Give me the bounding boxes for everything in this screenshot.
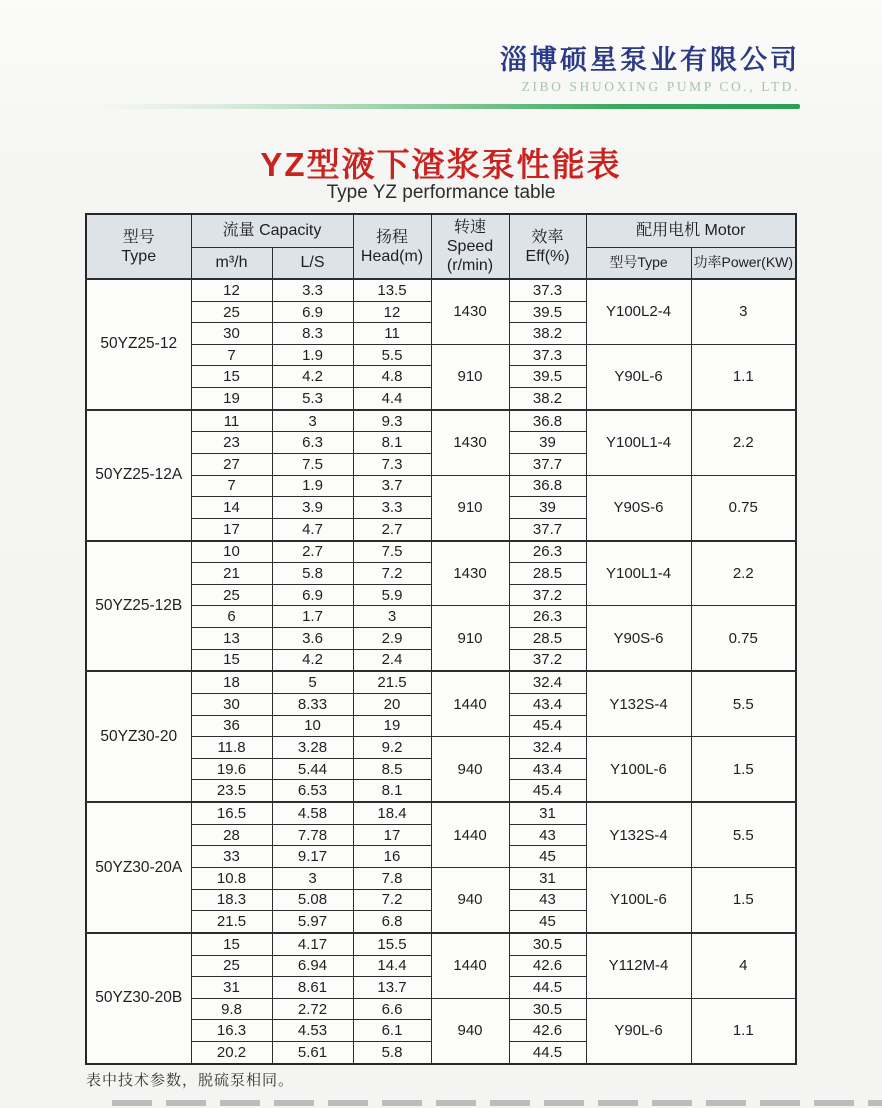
cell-eff: 43.4 — [509, 694, 586, 716]
cell-eff: 30.5 — [509, 933, 586, 955]
cell-capacity-ls: 5 — [272, 671, 353, 693]
cell-motor-power: 5.5 — [691, 802, 796, 867]
cell-capacity-m3h: 21 — [191, 563, 272, 585]
cell-capacity-ls: 6.94 — [272, 955, 353, 977]
table-row — [86, 998, 796, 1020]
cell-eff: 43 — [509, 889, 586, 911]
cell-motor-power: 1.1 — [691, 998, 796, 1064]
cell-capacity-ls: 4.2 — [272, 366, 353, 388]
cell-eff: 45.4 — [509, 715, 586, 737]
cell-head: 14.4 — [353, 955, 431, 977]
cell-eff: 39 — [509, 432, 586, 454]
table-row — [86, 868, 796, 890]
cell-eff: 45.4 — [509, 780, 586, 802]
cell-motor-power: 4 — [691, 933, 796, 998]
performance-table-body — [86, 279, 796, 1064]
cell-eff: 42.6 — [509, 1020, 586, 1042]
cell-eff: 43.4 — [509, 758, 586, 780]
col-header-type-en: Type — [121, 247, 157, 265]
cell-capacity-m3h: 20.2 — [191, 1041, 272, 1064]
col-header-type-cn: 型号 — [122, 228, 155, 246]
cell-motor-model: Y100L1-4 — [586, 410, 691, 475]
cell-motor-model: Y90L-6 — [586, 998, 691, 1064]
cell-eff: 28.5 — [509, 628, 586, 650]
cell-capacity-ls: 3 — [272, 410, 353, 432]
table-row — [86, 933, 796, 955]
cell-capacity-m3h: 23.5 — [191, 780, 272, 802]
green-accent-line — [95, 104, 800, 109]
cell-head: 5.8 — [353, 1041, 431, 1064]
cell-head: 15.5 — [353, 933, 431, 955]
cell-motor-model: Y90L-6 — [586, 344, 691, 409]
cell-eff: 30.5 — [509, 998, 586, 1020]
cell-capacity-m3h: 36 — [191, 715, 272, 737]
cell-capacity-ls: 3.3 — [272, 279, 353, 301]
cell-capacity-m3h: 23 — [191, 432, 272, 454]
cell-capacity-m3h: 21.5 — [191, 911, 272, 933]
cell-head: 13.7 — [353, 977, 431, 999]
cell-capacity-ls: 5.08 — [272, 889, 353, 911]
cell-speed: 940 — [431, 868, 509, 933]
cell-head: 4.4 — [353, 388, 431, 410]
cell-capacity-ls: 1.7 — [272, 606, 353, 628]
cell-speed: 910 — [431, 606, 509, 671]
cell-motor-power: 0.75 — [691, 606, 796, 671]
cell-eff: 26.3 — [509, 541, 586, 563]
cell-head: 3.7 — [353, 475, 431, 497]
table-row — [86, 737, 796, 759]
cell-capacity-ls: 4.17 — [272, 933, 353, 955]
cell-head: 21.5 — [353, 671, 431, 693]
cell-capacity-ls: 3.6 — [272, 628, 353, 650]
table-row — [86, 344, 796, 366]
cell-head: 16 — [353, 846, 431, 868]
cell-motor-model: Y100L-6 — [586, 737, 691, 802]
cell-capacity-m3h: 11 — [191, 410, 272, 432]
cell-eff: 26.3 — [509, 606, 586, 628]
cell-capacity-ls: 7.78 — [272, 824, 353, 846]
cell-eff: 37.7 — [509, 454, 586, 476]
cell-motor-model: Y132S-4 — [586, 802, 691, 867]
cell-speed: 1430 — [431, 279, 509, 344]
table-header — [86, 214, 796, 279]
company-name-cn: 淄博硕星泵业有限公司 — [500, 45, 800, 75]
cell-capacity-ls: 5.3 — [272, 388, 353, 410]
cell-eff: 39.5 — [509, 301, 586, 323]
cutoff-dashed-strip — [112, 1100, 882, 1106]
cell-model: 50YZ30-20 — [86, 671, 191, 802]
cell-head: 4.8 — [353, 366, 431, 388]
col-header-eff-en: Eff(%) — [525, 247, 570, 265]
cell-capacity-m3h: 28 — [191, 824, 272, 846]
cell-head: 5.5 — [353, 344, 431, 366]
cell-eff: 39 — [509, 497, 586, 519]
company-name-en: ZIBO SHUOXING PUMP CO., LTD. — [521, 79, 800, 94]
table-row — [86, 802, 796, 824]
cell-eff: 37.3 — [509, 344, 586, 366]
cell-head: 3 — [353, 606, 431, 628]
cell-eff: 32.4 — [509, 671, 586, 693]
cell-capacity-ls: 2.7 — [272, 541, 353, 563]
col-header-head-en: Head(m) — [360, 247, 424, 265]
cell-capacity-m3h: 10 — [191, 541, 272, 563]
cell-capacity-m3h: 7 — [191, 344, 272, 366]
cell-capacity-m3h: 31 — [191, 977, 272, 999]
cell-head: 18.4 — [353, 802, 431, 824]
col-header-unit-m3h: m³/h — [191, 247, 272, 279]
col-header-capacity: 流量 Capacity — [191, 214, 353, 247]
cell-capacity-m3h: 10.8 — [191, 868, 272, 890]
cell-eff: 43 — [509, 824, 586, 846]
cell-motor-model: Y112M-4 — [586, 933, 691, 998]
cell-capacity-ls: 5.8 — [272, 563, 353, 585]
cell-eff: 36.8 — [509, 475, 586, 497]
cell-capacity-m3h: 9.8 — [191, 998, 272, 1020]
cell-model: 50YZ25-12B — [86, 541, 191, 672]
cell-capacity-ls: 9.17 — [272, 846, 353, 868]
cell-capacity-ls: 4.7 — [272, 518, 353, 540]
cell-model: 50YZ30-20B — [86, 933, 191, 1064]
cell-head: 6.8 — [353, 911, 431, 933]
cell-motor-power: 1.5 — [691, 868, 796, 933]
col-header-unit-ls: L/S — [272, 247, 353, 279]
cell-speed: 1440 — [431, 802, 509, 867]
cell-capacity-ls: 10 — [272, 715, 353, 737]
cell-capacity-ls: 5.97 — [272, 911, 353, 933]
cell-eff: 39.5 — [509, 366, 586, 388]
cell-motor-power: 2.2 — [691, 410, 796, 475]
cell-capacity-m3h: 17 — [191, 518, 272, 540]
table-row — [86, 541, 796, 563]
cell-capacity-ls: 4.53 — [272, 1020, 353, 1042]
cell-eff: 44.5 — [509, 1041, 586, 1064]
cell-capacity-m3h: 12 — [191, 279, 272, 301]
cell-speed: 940 — [431, 737, 509, 802]
cell-head: 7.5 — [353, 541, 431, 563]
cell-capacity-ls: 5.44 — [272, 758, 353, 780]
cell-capacity-m3h: 11.8 — [191, 737, 272, 759]
cell-eff: 38.2 — [509, 323, 586, 345]
cell-eff: 36.8 — [509, 410, 586, 432]
cell-capacity-ls: 6.3 — [272, 432, 353, 454]
cell-motor-model: Y100L1-4 — [586, 541, 691, 606]
cell-capacity-ls: 2.72 — [272, 998, 353, 1020]
cell-head: 5.9 — [353, 584, 431, 606]
table-header-row-1 — [86, 214, 796, 247]
cell-eff: 38.2 — [509, 388, 586, 410]
cell-capacity-ls: 6.9 — [272, 301, 353, 323]
cell-capacity-m3h: 19 — [191, 388, 272, 410]
cell-speed: 910 — [431, 475, 509, 540]
col-header-type — [86, 214, 191, 279]
cell-head: 6.6 — [353, 998, 431, 1020]
company-header — [500, 44, 800, 96]
cell-speed: 910 — [431, 344, 509, 409]
cell-head: 9.3 — [353, 410, 431, 432]
cell-capacity-ls: 6.53 — [272, 780, 353, 802]
cell-head: 6.1 — [353, 1020, 431, 1042]
cell-motor-model: Y90S-6 — [586, 475, 691, 540]
cell-head: 8.1 — [353, 432, 431, 454]
cell-head: 8.5 — [353, 758, 431, 780]
cell-capacity-m3h: 25 — [191, 301, 272, 323]
cell-head: 13.5 — [353, 279, 431, 301]
cell-capacity-m3h: 16.5 — [191, 802, 272, 824]
cell-capacity-m3h: 15 — [191, 649, 272, 671]
table-row — [86, 475, 796, 497]
cell-head: 7.3 — [353, 454, 431, 476]
cell-head: 3.3 — [353, 497, 431, 519]
cell-motor-power: 1.5 — [691, 737, 796, 802]
col-header-head — [353, 214, 431, 279]
col-header-speed-unit: (r/min) — [446, 257, 494, 274]
cell-head: 11 — [353, 323, 431, 345]
cell-head: 8.1 — [353, 780, 431, 802]
cell-eff: 42.6 — [509, 955, 586, 977]
cell-speed: 1440 — [431, 933, 509, 998]
cell-eff: 45 — [509, 911, 586, 933]
cell-capacity-m3h: 18 — [191, 671, 272, 693]
cell-motor-power: 3 — [691, 279, 796, 344]
cell-capacity-m3h: 33 — [191, 846, 272, 868]
cell-eff: 37.2 — [509, 584, 586, 606]
cell-head: 2.9 — [353, 628, 431, 650]
col-header-motor-power: 功率Power(KW) — [691, 247, 796, 279]
cell-model: 50YZ25-12A — [86, 410, 191, 541]
cell-capacity-m3h: 19.6 — [191, 758, 272, 780]
cell-head: 19 — [353, 715, 431, 737]
table-row — [86, 410, 796, 432]
col-header-speed-en: Speed — [446, 238, 494, 255]
cell-capacity-ls: 4.2 — [272, 649, 353, 671]
cell-capacity-ls: 7.5 — [272, 454, 353, 476]
cell-motor-power: 2.2 — [691, 541, 796, 606]
cell-eff: 44.5 — [509, 977, 586, 999]
cell-capacity-m3h: 18.3 — [191, 889, 272, 911]
cell-capacity-ls: 4.58 — [272, 802, 353, 824]
table-row — [86, 279, 796, 301]
cell-motor-model: Y90S-6 — [586, 606, 691, 671]
cell-eff: 31 — [509, 868, 586, 890]
cell-capacity-ls: 8.61 — [272, 977, 353, 999]
col-header-eff — [509, 214, 586, 279]
col-header-motor-type: 型号Type — [586, 247, 691, 279]
col-header-eff-cn: 效率 — [531, 228, 564, 246]
cell-head: 12 — [353, 301, 431, 323]
cell-eff: 37.2 — [509, 649, 586, 671]
cell-capacity-ls: 1.9 — [272, 344, 353, 366]
page-subtitle: Type YZ performance table — [326, 182, 556, 203]
cell-capacity-m3h: 25 — [191, 955, 272, 977]
cell-head: 7.8 — [353, 868, 431, 890]
cell-capacity-ls: 3.9 — [272, 497, 353, 519]
cell-capacity-ls: 6.9 — [272, 584, 353, 606]
cell-speed: 1430 — [431, 410, 509, 475]
cell-motor-power: 0.75 — [691, 475, 796, 540]
cell-eff: 32.4 — [509, 737, 586, 759]
cell-eff: 37.3 — [509, 279, 586, 301]
cell-capacity-ls: 3 — [272, 868, 353, 890]
cell-motor-power: 5.5 — [691, 671, 796, 736]
cell-capacity-m3h: 14 — [191, 497, 272, 519]
cell-motor-power: 1.1 — [691, 344, 796, 409]
cell-capacity-m3h: 6 — [191, 606, 272, 628]
col-header-motor: 配用电机 Motor — [586, 214, 796, 247]
cell-motor-model: Y100L2-4 — [586, 279, 691, 344]
cell-capacity-m3h: 30 — [191, 694, 272, 716]
cell-head: 7.2 — [353, 563, 431, 585]
cell-capacity-m3h: 16.3 — [191, 1020, 272, 1042]
cell-capacity-m3h: 7 — [191, 475, 272, 497]
page-title: YZ型液下渣浆泵性能表 — [260, 146, 622, 183]
cell-head: 2.4 — [353, 649, 431, 671]
cell-capacity-m3h: 13 — [191, 628, 272, 650]
cell-speed: 1440 — [431, 671, 509, 736]
cell-capacity-m3h: 15 — [191, 933, 272, 955]
cell-speed: 940 — [431, 998, 509, 1064]
cell-eff: 28.5 — [509, 563, 586, 585]
cell-head: 20 — [353, 694, 431, 716]
cell-head: 17 — [353, 824, 431, 846]
table-row — [86, 606, 796, 628]
cell-head: 2.7 — [353, 518, 431, 540]
col-header-head-cn: 扬程 — [376, 228, 409, 246]
cell-model: 50YZ30-20A — [86, 802, 191, 933]
cell-capacity-m3h: 30 — [191, 323, 272, 345]
cell-eff: 31 — [509, 802, 586, 824]
col-header-speed — [431, 214, 509, 279]
cell-eff: 45 — [509, 846, 586, 868]
cell-capacity-m3h: 15 — [191, 366, 272, 388]
cell-capacity-ls: 5.61 — [272, 1041, 353, 1064]
cell-speed: 1430 — [431, 541, 509, 606]
col-header-speed-cn: 转速 — [454, 219, 487, 236]
cell-capacity-m3h: 27 — [191, 454, 272, 476]
cell-capacity-m3h: 25 — [191, 584, 272, 606]
performance-table — [85, 213, 797, 1065]
cell-motor-model: Y100L-6 — [586, 868, 691, 933]
footnote: 表中技术参数，脱硫泵相同。 — [86, 1072, 295, 1089]
cell-capacity-ls: 8.3 — [272, 323, 353, 345]
cell-motor-model: Y132S-4 — [586, 671, 691, 736]
cell-head: 7.2 — [353, 889, 431, 911]
cell-capacity-ls: 8.33 — [272, 694, 353, 716]
cell-capacity-ls: 3.28 — [272, 737, 353, 759]
cell-model: 50YZ25-12 — [86, 279, 191, 410]
table-row — [86, 671, 796, 693]
cell-capacity-ls: 1.9 — [272, 475, 353, 497]
cell-head: 9.2 — [353, 737, 431, 759]
cell-eff: 37.7 — [509, 518, 586, 540]
